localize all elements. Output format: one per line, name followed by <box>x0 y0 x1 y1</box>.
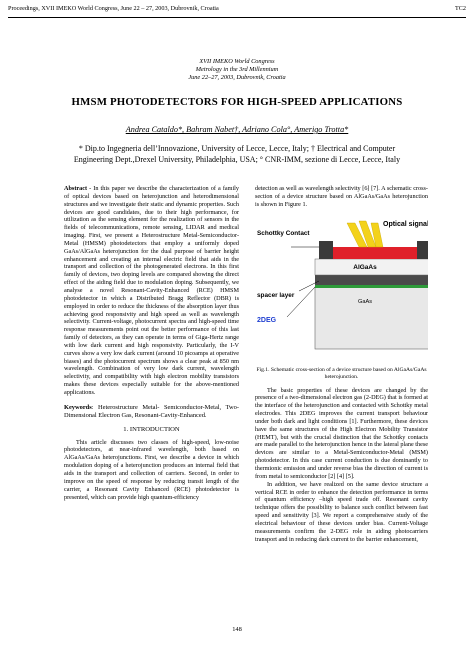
twodeg-label: 2DEG <box>257 316 277 324</box>
right-paragraph-2deg: The basic properties of these devices are changed by the presence of a two-dimensional electron gas (2-DEG) that is formed at the interface of the heterojunction and contacted with Schottky metal electrodes. This 2DEG improves the current transport behaviour under both dark and light conditions [1]. Furthermore, these devices have the same structures of the High Electron Mobility Transistor (HEMT), but with the crucial distinction that the Schottky contacts are made parallel to the heterojunction hence in the lateral plane these devices are similar to a Metal-Semiconductor-Metal (MSM) photodetector. In this case current conduction is due dominantly to thermionic emission and under reverse bias the direction of current is from metal to semiconductor [2] [4] [5]. <box>255 386 428 480</box>
running-header <box>8 5 466 15</box>
keywords-paragraph <box>64 404 239 420</box>
optical-signal-label: Optical signal <box>383 220 428 228</box>
right-top-paragraph: detection as well as wavelength selectivity [6] [7]. A schematic cross-section of a device structure based on AlGaAs/GaAs heterojunction is shown in Figure 1. <box>255 185 428 208</box>
schottky-contact-left <box>319 241 333 259</box>
conference-theme: Metrology in the 3rd Millennium <box>195 66 279 73</box>
affiliations: * Dip.to Ingegneria dell’Innovazione, University of Lecce, Lecce, Italy; † Electrical and Computer Engineering Dept.,Drexel University, Philadelphia, USA; ° CNR-IMM, sezione di Lecce, Lecce, Italy <box>73 144 401 164</box>
gaas-layer <box>315 287 428 349</box>
active-region <box>329 247 421 259</box>
schottky-label: Schottky Contact <box>257 229 310 237</box>
section-heading-introduction: 1. INTRODUCTION <box>123 425 180 433</box>
header-rule <box>8 17 466 18</box>
abstract-label: Abstract <box>64 185 88 192</box>
intro-paragraph: This article discusses two classes of high-speed, low-noise photodetectors, at near-infrared wavelength, both based on AlGaAs/GaAs heterojunctions. First, we describe a device in which modulation doping of a heterojunction produces an internal field that aids in the transport and collection of carriers. Second, in order to improve on the speed of response by reducing transit length of the carrier, a Resonant Cavity Enhanced (RCE) photodetector is presented, which can provide high quantum-efficiency <box>64 438 239 501</box>
gaas-label: GaAs <box>358 298 372 305</box>
spacer-label: spacer layer <box>257 291 295 299</box>
figure-caption: Fig.1. Schematic cross-section of a device structure based on AlGaAs/GaAs heterojunction. <box>256 366 427 380</box>
header-tc: TC2 <box>454 5 466 12</box>
right-column <box>255 185 428 543</box>
conference-name: XVII IMEKO World Congress <box>199 58 275 65</box>
author-list: Andrea Cataldo*, Bahram Nabet†, Adriano Cola°, Amerigo Trotta* <box>125 125 349 134</box>
right-paragraph-rce: In addition, we have realized on the same device structure a vertical RCE in order to enhance the detection performance in terms of quantum efficiency –high speed trade off. Resonant cavity technique offers the possibility to balance such conflict between fast speed and sensitivity [3]. We report a comprehensive study of the electrical behaviour of these devices under bias. Current-Voltage measurements confirm the 2-DEG role in aiding photocarriers transport and in reducing dark current to the barrier enhancement, <box>255 480 428 543</box>
keywords-text: : Heterostructure Metal- Semiconductor-Metal, Two-Dimensional Electron Gas, Resonant-Cavity-Enhanced. <box>64 403 239 419</box>
conference-date: June 22–27, 2003, Dubrovnik, Croatia <box>188 74 286 81</box>
twodeg-line <box>315 285 428 288</box>
schottky-contact-right <box>417 241 428 259</box>
abstract-paragraph <box>64 185 239 397</box>
keywords-label: Keywords <box>64 403 92 411</box>
figure-1 <box>255 217 428 367</box>
device-cross-section <box>255 217 428 367</box>
abstract-text: - In this paper we describe the characterization of a family of optical devices based on heterojunction and heterodimensional structures and we investigate their static and dynamic properties. Such devices are good candidates, due to their high performance, for utilization as the sensing element for the realization of sensors in the fields of telecommunications, remote sensing, LIDAR and medical imaging. First, we present a Heterostructure Metal-Semiconductor-Metal (HMSM) photodetectors that employ a uniformly doped GaAs/AlGaAs heterojunction for the dual purpose of barrier height enhancement and creating an internal electric field that aids in the transport and collection of the photogenerated electrons. In this first family of devices, two doping levels are compared showing the direct effect of the aiding field due to modulation doping. Subsequently, we analyse a novel Resonant-Cavity-Enhanced (RCE) HMSM photodetector in which a Distributed Bragg Reflector (DBR) is employed in order to reduce the thickness of the absorption layer thus achieving good responsivity and high speed as well as wavelength selectivity. Current-voltage, photocurrent spectra and high-speed time response measurements point out the better performance of this last family of detectors, as they can operate in terms of Giga-Hertz range with low dark current and high responsivity. Particularly, the I-V curves show a very low dark current (around 10 picoamps at operative biases) and the photocurrent spectrum shows a clear peak at 850 nm wavelength. Combination of very low dark current, wavelength selectivity, and compatibility with high electron mobility transistors makes these devices especially suitable for the above-mentioned applications. <box>64 185 239 396</box>
algaas-label: AlGaAs <box>353 263 377 271</box>
conference-block <box>0 58 474 82</box>
spacer-layer <box>315 275 428 285</box>
left-column <box>64 185 239 501</box>
paper-title: HMSM PHOTODETECTORS FOR HIGH-SPEED APPLICATIONS <box>71 96 403 108</box>
header-proceedings: Proceedings, XVII IMEKO World Congress, June 22 – 27, 2003, Dubrovnik, Croatia <box>8 5 219 12</box>
page-number: 148 <box>232 626 242 633</box>
